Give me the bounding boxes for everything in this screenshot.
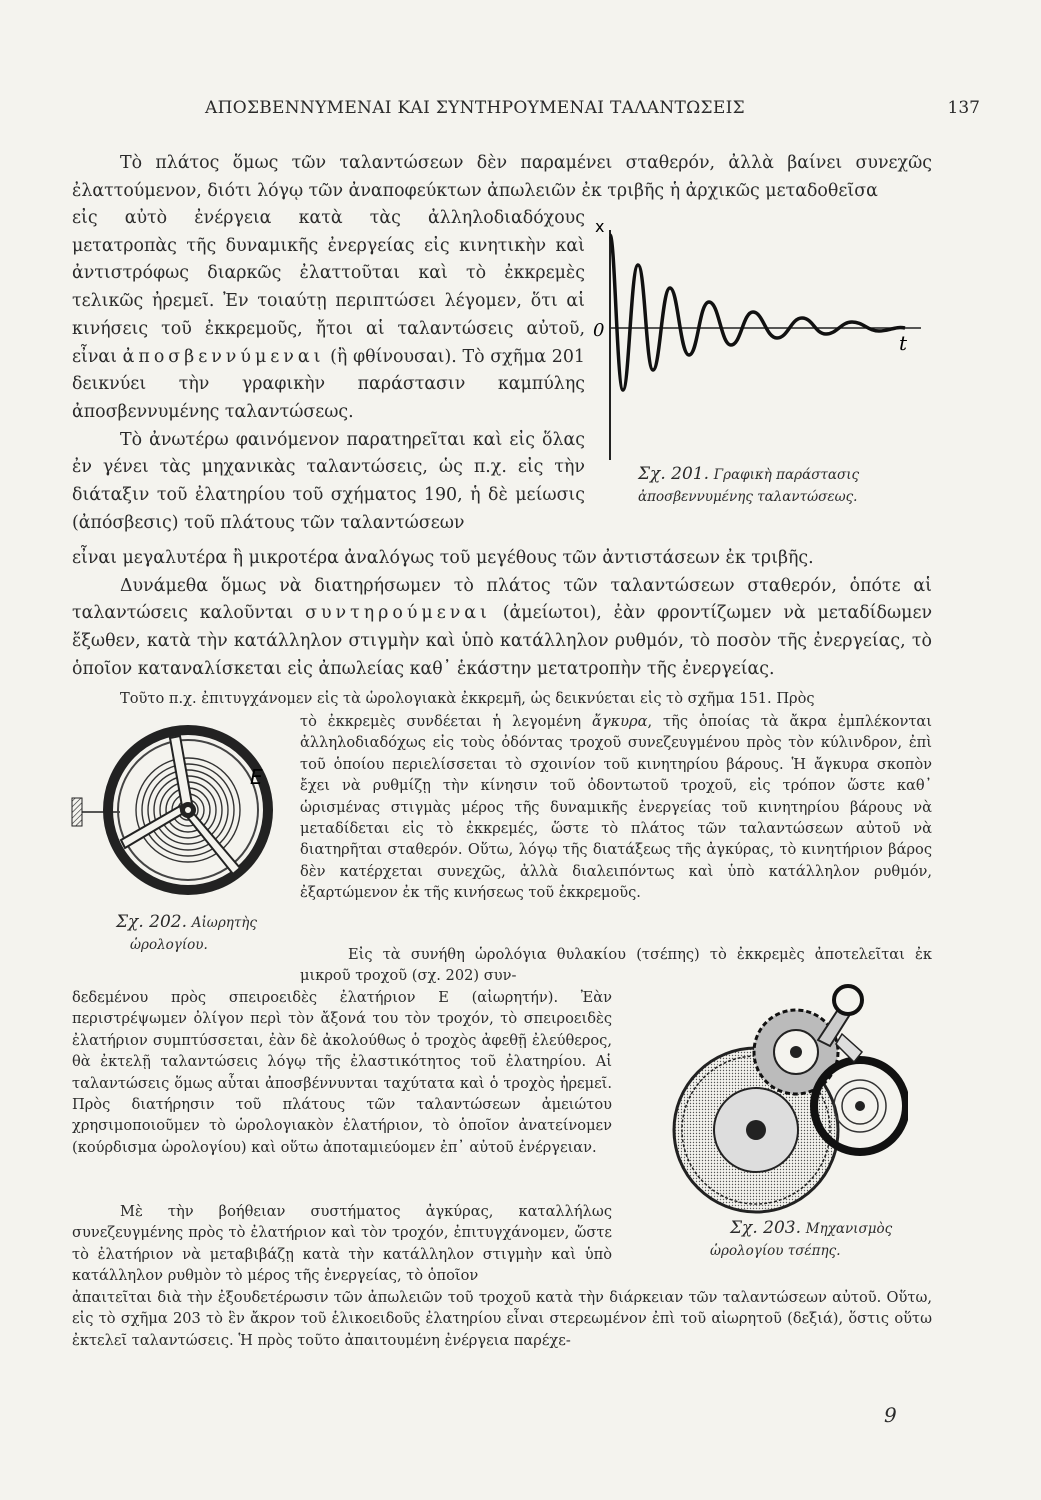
caption-text: ὡρολογίου τσέπης. — [710, 1243, 841, 1259]
running-title: ΑΠΟΣΒΕΝΝΥΜΕΝΑΙ ΚΑΙ ΣΥΝΤΗΡΟΥΜΕΝΑΙ ΤΑΛΑΝΤΩΣΕΙΣ — [205, 98, 745, 118]
figure-202-caption — [116, 912, 296, 956]
damped-oscillation-curve — [610, 235, 905, 390]
figure-201-caption — [638, 464, 938, 508]
caption-text: Αἰωρητὴς — [191, 915, 257, 931]
paragraph-text — [72, 573, 932, 684]
anchor-ring — [834, 986, 862, 1014]
caption-label: Σχ. 203. — [730, 1218, 801, 1238]
text-run: (ἀμείωτοι), ἐὰν φροντίζωμεν νὰ μεταδίδωμεν ἔξωθεν, κατὰ τὴν κατάλληλον στιγμὴν καὶ ὑπὸ κατάλληλον ρυθμόν, τὸ ποσὸν τῆς ἐνεργείας, τὸ ὁποῖον καταναλίσκεται εἰς ἀπωλείας καθ᾿ ἑκάστην μετατροπὴν τῆς ἐνεργείας. — [72, 603, 933, 679]
caption-text: Μηχανισμὸς — [805, 1221, 893, 1237]
caption-text: Γραφικὴ παράστασις — [713, 467, 860, 483]
paragraph-text: δεδεμένου πρὸς σπειροειδὲς ἐλατήριον Ε (αἰωρητήν). Ἐὰν περιστρέψωμεν ὀλίγον περὶ τὸν ἄξονά του τὸν τροχόν, τὸ σπειροειδὲς ἐλατήριον συμπτύσσεται, ἐὰν δὲ ἀκολούθως ὁ τροχὸς ἀφεθῇ ἐλεύθερος, θὰ ἐκτελῇ ταλαντώσεις λόγῳ τῆς ἐλαστικότητος τοῦ ἐλατηρίου. Αἱ ταλαντώσεις ὅμως αὗται ἀποσβέννυνται ταχύτατα καὶ ὁ τροχὸς ἠρεμεῖ. Πρὸς διατήρησιν τοῦ πλάτους τῶν ταλαντώσεων ἀμειώτου χρησιμοποιοῦμεν τὸ ὡρολογιακὸν ἐλατήριον, τὸ ὁποῖον ἀνατείνομεν (κούρδισμα ὡρολογίου) καὶ οὕτω ἀποταμιεύομεν ἐπ᾿ αὐτοῦ ἐνέργειαν. — [72, 989, 612, 1156]
wall-mount — [72, 798, 82, 826]
page-number: 137 — [947, 98, 980, 118]
wheel-axle — [185, 807, 191, 813]
spring-letter: E — [250, 765, 263, 789]
paragraph-text — [72, 205, 585, 427]
caption-label: Σχ. 201. — [638, 464, 709, 484]
paragraph-text: Τοῦτο π.χ. ἐπιτυγχάνομεν εἰς τὰ ὡρολογιακὰ ἐκκρεμῆ, ὡς δεικνύεται εἰς τὸ σχῆμα 151. Πρὸς — [120, 690, 815, 707]
paragraph-2-end: εἶναι μεγαλυτέρα ἢ μικροτέρα ἀναλόγως τοῦ μεγέθους τῶν ἀντιστάσεων ἐκ τριβῆς. — [72, 548, 814, 568]
escape-wheel-hub — [790, 1046, 802, 1058]
spaced-term: ἀποσβεννύμεναι — [122, 346, 325, 367]
italic-term: ἄγκυρα — [592, 713, 648, 730]
anchor-fork — [836, 1034, 862, 1062]
balance-hub — [855, 1101, 865, 1111]
page-header — [60, 98, 980, 122]
paragraph-1-left — [72, 205, 585, 537]
paragraph-text: Μὲ τὴν βοήθειαν συστήματος ἀγκύρας, καταλλήλως συνεζευγμένης πρὸς τὸ ἐλατήριον καὶ τὸν τροχόν, ἐπιτυγχάνομεν, ὥστε τὸ ἐλατήριον νὰ μεταβιβάζῃ κατὰ τὴν κατάλληλον στιγμὴν καὶ ὑπὸ κατάλληλον ρυθμὸν τὸ μέρος τῆς ἐνεργείας, τὸ ὁποῖον — [72, 1203, 612, 1285]
axis-origin-label: 0 — [593, 320, 605, 341]
small-paragraph-3-full — [72, 1287, 932, 1351]
paragraph-2-left: Τὸ ἀνωτέρω φαινόμενον παρατηρεῖται καὶ εἰς ὅλας ἐν γένει τὰς μηχανικὰς ταλαντώσεις, ὡς π.χ. εἰς τὴν διάταξιν τοῦ ἐλατηρίου τοῦ σχήματος 190, ἡ δὲ μείωσις (ἀπόσβεσις) τοῦ πλάτους τῶν ταλαντώσεων — [72, 429, 585, 533]
printer-signature: 9 — [884, 1403, 897, 1427]
text-run: τὸ ἐκκρεμὲς συνδέεται ἡ λεγομένη — [300, 713, 582, 730]
paragraph-text: Εἰς τὰ συνήθη ὡρολόγια θυλακίου (τσέπης) τὸ ἐκκρεμὲς ἀποτελεῖται ἐκ μικροῦ τροχοῦ (σχ. 202) συν- — [300, 946, 932, 985]
small-paragraph-3-left — [72, 1201, 612, 1287]
figure-201-graph — [585, 210, 930, 470]
text-run: Δυνάμεθα ὅμως νὰ διατηρήσωμεν τὸ πλάτος τῶν ταλαντώσεων σταθερόν, ὁπότε αἱ ταλαντώσεις καλοῦνται — [72, 575, 932, 624]
text-run: , τῆς ὁποίας τὰ ἄκρα ἐμπλέκονται ἀλληλοδιαδόχως εἰς τοὺς ὀδόντας τροχοῦ συνεζευγμένου πρὸς τὸν κύλινδρον, ἐπὶ τοῦ ὁποίου περιελίσσεται τὸ σχοινίον τοῦ κινητηρίου βάρους. Ἡ ἄγκυρα σκοπὸν ἔχει νὰ ρυθμίζῃ τὴν κίνησιν τοῦ ὀδοντωτοῦ τροχοῦ, εἰς τρόπον ὥστε καθ᾿ ὡρισμένας στιγμὰς μέρος τῆς δυναμικῆς ἐνεργείας τοῦ κινητηρίου βάρους νὰ μεταδίδεται εἰς τὸ ἐκκρεμές, ὥστε τὸ πλάτος τῶν ταλαντώσεων αὐτοῦ νὰ διατηρῆται σταθερόν. Οὕτω, λόγῳ τῆς διατάξεως τῆς ἀγκύρας, τὸ κινητήριον βάρος δὲν κατέρχεται συνεχῶς, ἀλλὰ διαλειπόντως καὶ ὑπὸ κατάλληλον ρυθμόν, ἐξαρτώμενον ἐκ τῆς κινήσεως τοῦ ἐκκρεμοῦς. — [300, 713, 932, 902]
small-paragraph-2-left — [72, 987, 612, 1158]
text-run: (ἢ φθίνουσαι). Τὸ σχῆμα 201 δεικνύει τὴν γραφικὴν παράστασιν καμπύλης ἀποσβεννυμένης ταλαντώσεως. — [72, 346, 585, 422]
figure-202-balance-wheel — [70, 718, 290, 918]
caption-label: Σχ. 202. — [116, 912, 187, 932]
small-paragraph-1-right — [300, 711, 932, 904]
small-paragraph-2-right — [300, 944, 932, 987]
paragraph-text: ἀπαιτεῖται διὰ τὴν ἐξουδετέρωσιν τῶν ἀπωλειῶν τοῦ τροχοῦ κατὰ τὴν διάρκειαν τῶν ταλαντώσεων αὐτοῦ. Οὕτω, εἰς τὸ σχῆμα 203 τὸ ἓν ἄκρον τοῦ ἑλικοειδοῦς ἐλατηρίου εἶναι στερεωμένον ἐπὶ τοῦ αἰωρητοῦ (δεξιά), ὅστις οὕτω ἐκτελεῖ ταλαντώσεις. Ἡ πρὸς τοῦτο ἀπαιτουμένη ἐνέργεια παρέχε- — [72, 1289, 932, 1349]
figure-203-watch-mechanism — [668, 982, 908, 1220]
paragraph-text: Τὸ πλάτος ὅμως τῶν ταλαντώσεων δὲν παραμένει σταθερόν, ἀλλὰ βαίνει συνεχῶς ἐλαττούμενον, διότι λόγῳ τῶν ἀναποφεύκτων ἀπωλειῶν ἐκ τριβῆς ἡ ἀρχικῶς μεταδοθεῖσα — [72, 153, 932, 201]
paragraph-3 — [72, 545, 932, 684]
caption-text: ὡρολογίου. — [130, 937, 208, 953]
spaced-term: συντηρούμεναι — [305, 603, 491, 624]
small-paragraph-1-top — [72, 688, 932, 709]
caption-text: ἀποσβεννυμένης ταλαντώσεως. — [638, 489, 858, 505]
figure-203-caption — [710, 1218, 940, 1262]
paragraph-text — [300, 711, 932, 904]
axis-x-label: x — [595, 217, 605, 236]
axis-t-label: t — [899, 331, 908, 355]
main-gear-hub — [746, 1120, 766, 1140]
paragraph-1-top — [72, 150, 932, 205]
text-run: εἰς αὐτὸ ἐνέργεια κατὰ τὰς ἀλληλοδιαδόχους μετατροπὰς τῆς δυναμικῆς ἐνεργείας εἰς κινητικὴν καὶ ἀντιστρόφως διαρκῶς ἐλαττοῦται καὶ τὸ ἐκκρεμὲς τελικῶς ἠρεμεῖ. Ἐν τοιαύτῃ περιπτώσει λέγομεν, ὅτι αἱ κινήσεις τοῦ ἐκκρεμοῦς, ἤτοι αἱ ταλαντώσεις αὐτοῦ, εἶναι — [72, 208, 585, 367]
